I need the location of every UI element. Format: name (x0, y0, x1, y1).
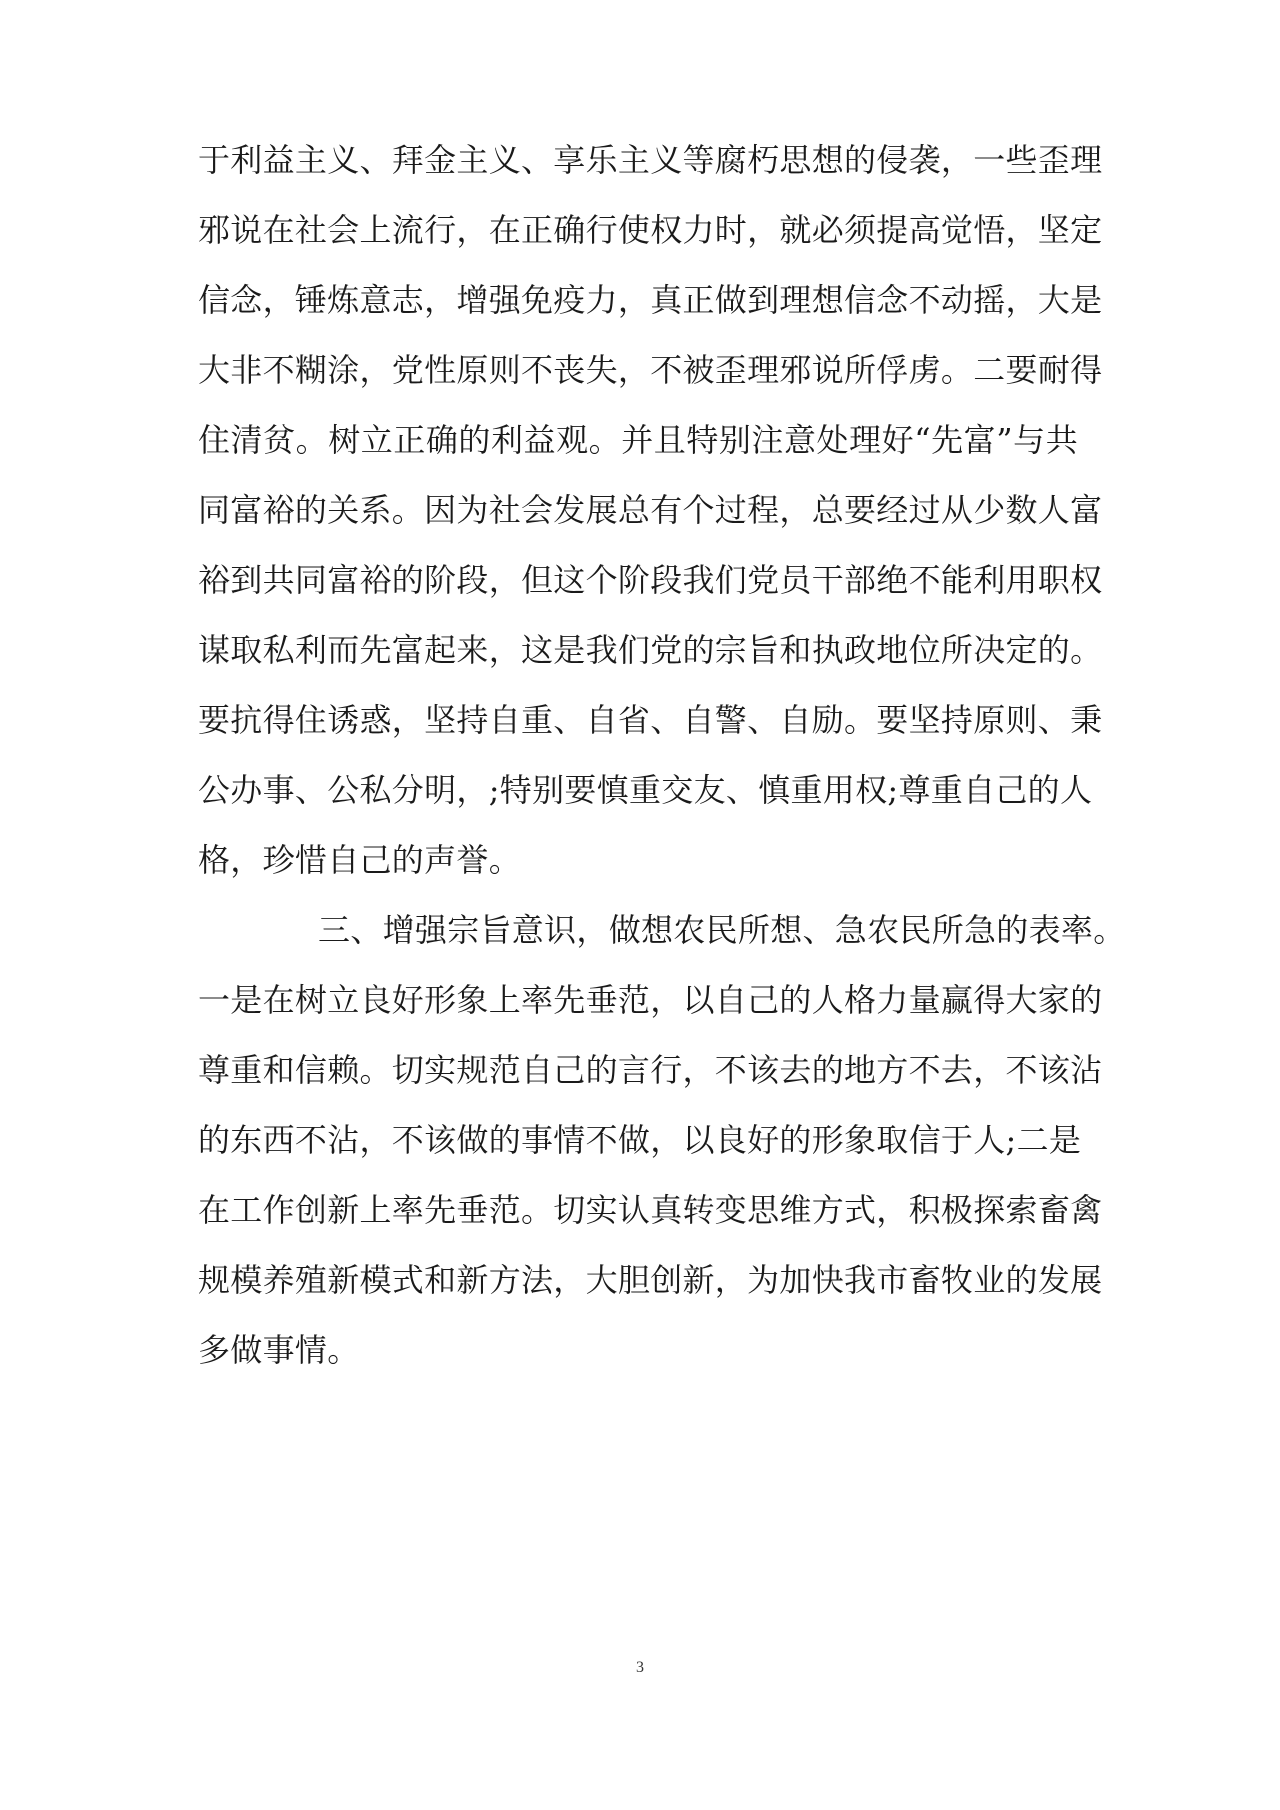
text-line: 在工作创新上率先垂范。切实认真转变思维方式，积极探索畜禽 (198, 1191, 1103, 1229)
text-line: 的东西不沾，不该做的事情不做，以良好的形象取信于人;二是 (198, 1121, 1082, 1159)
text-line: 多做事情。 (198, 1331, 360, 1369)
section-heading-line: 三、增强宗旨意识，做想农民所想、急农民所急的表率。 (318, 911, 1126, 949)
text-line: 要抗得住诱惑，坚持自重、自省、自警、自励。要坚持原则、秉 (198, 701, 1103, 739)
text-line: 于利益主义、拜金主义、享乐主义等腐朽思想的侵袭，一些歪理 (198, 141, 1103, 179)
text-line: 尊重和信赖。切实规范自己的言行，不该去的地方不去，不该沾 (198, 1051, 1103, 1089)
page-number: 3 (636, 1659, 644, 1676)
text-line: 信念，锤炼意志，增强免疫力，真正做到理想信念不动摇，大是 (198, 281, 1103, 319)
text-line: 同富裕的关系。因为社会发展总有个过程，总要经过从少数人富 (198, 491, 1103, 529)
text-line: 谋取私利而先富起来，这是我们党的宗旨和执政地位所决定的。 (198, 631, 1103, 669)
text-line: 格，珍惜自己的声誉。 (198, 841, 522, 879)
text-line: 住清贫。树立正确的利益观。并且特别注意处理好“先富”与共 (198, 421, 1078, 459)
text-line: 一是在树立良好形象上率先垂范，以自己的人格力量赢得大家的 (198, 981, 1103, 1019)
text-line: 规模养殖新模式和新方法，大胆创新，为加快我市畜牧业的发展 (198, 1261, 1103, 1299)
text-line: 邪说在社会上流行，在正确行使权力时，就必须提高觉悟，坚定 (198, 211, 1103, 249)
text-line: 公办事、公私分明，;特别要慎重交友、慎重用权;尊重自己的人 (198, 771, 1093, 809)
text-line: 裕到共同富裕的阶段，但这个阶段我们党员干部绝不能利用职权 (198, 561, 1103, 599)
text-line: 大非不糊涂，党性原则不丧失，不被歪理邪说所俘虏。二要耐得 (198, 351, 1103, 389)
